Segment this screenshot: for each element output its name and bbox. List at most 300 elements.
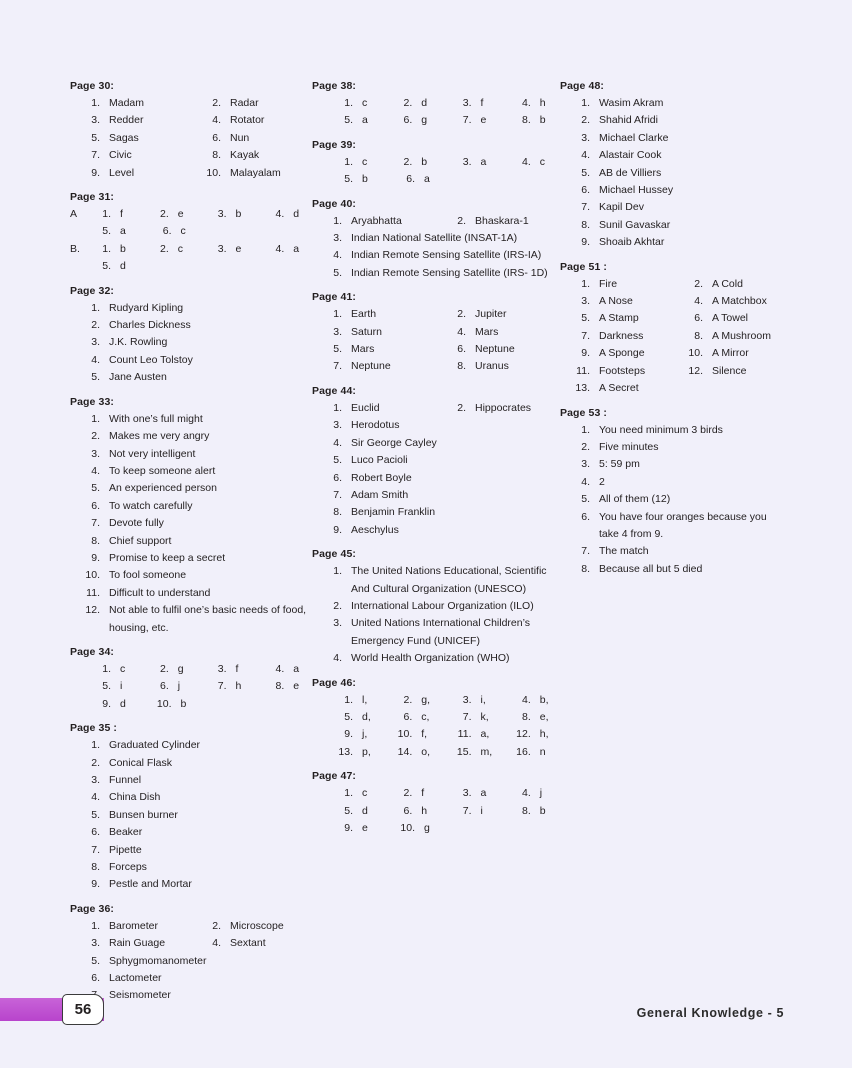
answer-number: 12.	[85, 604, 100, 617]
answer-item	[436, 324, 560, 341]
answer-item	[560, 380, 786, 397]
answer-number: 9.	[91, 878, 100, 891]
answer-row	[312, 452, 560, 469]
answer-text: With one’s full might	[109, 412, 203, 425]
answer-group-label	[70, 678, 81, 695]
answer-number: 6.	[403, 710, 413, 723]
answer-text: Count Leo Tolstoy	[109, 353, 193, 366]
answer-item	[312, 265, 560, 282]
answer-text: Neptune	[351, 360, 391, 373]
answer-number: 7.	[333, 360, 342, 373]
answer-number: 5.	[344, 114, 353, 127]
answer-item	[70, 352, 312, 369]
answer-number: 2.	[457, 214, 466, 227]
answer-item	[254, 241, 312, 258]
answer-row	[70, 112, 312, 129]
answer-row	[312, 324, 560, 341]
answer-text: Promise to keep a secret	[109, 551, 226, 564]
answer-number: 8.	[521, 804, 531, 817]
answer-item	[312, 400, 436, 417]
answer-text: d	[362, 804, 368, 817]
answer-row	[312, 504, 560, 521]
answer-row	[560, 380, 786, 397]
answer-item	[385, 820, 447, 837]
answer-text: e	[177, 208, 184, 221]
answer-text: g,	[421, 693, 431, 706]
answer-text: Jupiter	[475, 308, 507, 321]
answer-item	[70, 567, 312, 584]
answer-text: Luco Pacioli	[351, 454, 408, 467]
answer-group-label	[312, 785, 323, 802]
answer-row	[312, 417, 560, 434]
answer-item	[382, 112, 441, 129]
answer-text: Difficult to understand	[109, 586, 211, 599]
answer-number: 2.	[91, 319, 100, 332]
answer-text: b	[539, 114, 546, 127]
section-heading: Page 45:	[312, 548, 356, 561]
answer-item	[254, 661, 312, 678]
answer-item	[312, 598, 560, 615]
answer-text: c	[177, 242, 183, 255]
answer-number: 7.	[91, 517, 100, 530]
answer-number: 2.	[212, 97, 221, 109]
answer-number: 4.	[91, 791, 100, 804]
answer-number: 12.	[516, 728, 531, 741]
answer-group-label	[312, 112, 323, 129]
answer-text: a	[424, 173, 430, 186]
answer-group-label	[312, 95, 323, 112]
answer-number: 1.	[333, 214, 342, 227]
answer-number: 2.	[403, 693, 413, 706]
answer-text: Chief support	[109, 534, 172, 547]
section-heading: Page 30:	[70, 80, 114, 92]
answer-item	[191, 112, 312, 129]
answer-text: Kayak	[230, 149, 260, 162]
section-heading: Page 53 :	[560, 406, 608, 419]
answer-row	[70, 953, 312, 970]
answer-row	[312, 247, 560, 264]
answer-item	[197, 661, 255, 678]
answer-number: 1.	[581, 423, 590, 436]
answer-group-label	[70, 661, 81, 678]
answer-text: Barometer	[109, 919, 159, 932]
answer-item	[323, 171, 385, 188]
answer-item	[560, 345, 673, 362]
answer-number: 4.	[521, 97, 531, 109]
answer-item	[560, 182, 786, 199]
answer-item	[323, 820, 385, 837]
section-heading: Page 41:	[312, 291, 356, 304]
answer-text: c	[120, 662, 126, 675]
answer-number: 1.	[102, 208, 111, 221]
answer-item	[139, 206, 197, 223]
answer-number: 7.	[462, 114, 472, 127]
answer-number: 12.	[688, 364, 703, 377]
answer-text: Indian Remote Sensing Satellite (IRS-IA)	[351, 249, 542, 262]
answer-group-label	[312, 803, 323, 820]
answer-text: Makes me very angry	[109, 430, 210, 443]
answer-text: A Stamp	[599, 312, 639, 325]
answer-number: 4.	[333, 249, 342, 262]
answer-row	[70, 935, 312, 952]
answer-number: 5.	[333, 343, 342, 356]
answer-item	[442, 95, 501, 112]
answer-number: 10.	[688, 347, 703, 360]
answer-text: Bunsen burner	[109, 808, 178, 821]
answer-number: 10.	[206, 166, 221, 179]
answer-row	[312, 341, 560, 358]
answer-number: 2.	[159, 208, 169, 221]
answer-row	[312, 306, 560, 323]
answer-columns	[70, 80, 786, 1005]
answer-item	[142, 696, 203, 713]
answer-text: Indian Remote Sensing Satellite (IRS- 1D)	[351, 266, 548, 279]
answer-row	[70, 95, 312, 112]
answer-item	[560, 234, 786, 251]
answer-number: 8.	[581, 218, 590, 231]
answer-text: a	[480, 787, 487, 800]
answer-text: A Mirror	[712, 347, 749, 360]
answer-number: 5.	[102, 225, 111, 238]
answer-text: a	[362, 114, 368, 127]
answer-text: Jane Austen	[109, 371, 167, 384]
answer-item	[70, 165, 191, 182]
answer-item	[70, 411, 312, 428]
answer-text: f	[421, 787, 425, 800]
answer-text: Adam Smith	[351, 488, 409, 501]
answer-text: a	[293, 662, 300, 675]
answer-item	[312, 230, 560, 247]
answer-number: 2.	[403, 787, 413, 800]
answer-text: Silence	[712, 364, 747, 377]
answer-text: Pipette	[109, 843, 142, 856]
answer-item	[323, 112, 382, 129]
answer-item	[560, 543, 786, 560]
answer-item	[442, 709, 501, 726]
answer-item	[70, 772, 312, 789]
answer-item	[70, 987, 312, 1004]
answer-item	[560, 328, 673, 345]
answer-row	[312, 470, 560, 487]
answer-item	[382, 803, 441, 820]
answer-item	[312, 435, 560, 452]
answer-group-label	[312, 820, 323, 837]
answer-text: e	[480, 114, 487, 127]
answer-row	[560, 293, 786, 310]
answer-text: g	[177, 662, 184, 675]
answer-text: Not very intelligent	[109, 447, 196, 460]
answer-item	[70, 789, 312, 806]
answer-number: 1.	[91, 97, 100, 109]
answer-text: b	[235, 208, 242, 221]
section-heading: Page 35 :	[70, 722, 118, 735]
answer-row	[70, 987, 312, 1004]
answer-text: Radar	[230, 97, 259, 109]
answer-text: i	[480, 804, 483, 817]
answer-item	[70, 480, 312, 497]
answer-item	[382, 154, 441, 171]
answer-number: 3.	[462, 787, 472, 800]
answer-row	[312, 820, 560, 837]
answer-item	[70, 428, 312, 445]
answer-text: c	[362, 97, 368, 109]
answer-item	[70, 970, 312, 987]
answer-item	[139, 241, 197, 258]
answer-text: Madam	[109, 97, 145, 109]
answer-number: 9.	[344, 728, 353, 741]
answer-number: 4.	[212, 114, 221, 127]
answer-number: 6.	[91, 499, 100, 512]
answer-item	[436, 213, 560, 230]
answer-row	[312, 692, 560, 709]
answer-item	[501, 112, 560, 129]
answer-item	[70, 807, 312, 824]
answer-item	[81, 223, 142, 240]
answer-text: b	[539, 804, 546, 817]
answer-text: Rain Guage	[109, 937, 166, 950]
answer-item	[382, 95, 441, 112]
answer-number: 1.	[91, 919, 100, 932]
answer-item	[191, 130, 312, 147]
answer-text: e	[362, 822, 368, 834]
answer-text: A Mushroom	[712, 329, 771, 342]
answer-number: 5.	[91, 131, 100, 144]
section-heading: Page 33:	[70, 395, 114, 408]
answer-number: 15.	[456, 745, 472, 758]
answer-number: 2.	[694, 277, 703, 290]
answer-item	[81, 258, 142, 275]
answer-number: 9.	[91, 551, 100, 564]
answer-number: 7.	[91, 149, 100, 162]
answer-text: A Towel	[712, 312, 748, 325]
answer-row	[560, 345, 786, 362]
answer-number: 9.	[102, 697, 111, 710]
answer-number: 8.	[275, 680, 285, 693]
answer-text: Neptune	[475, 343, 515, 356]
answer-text: Forceps	[109, 861, 147, 874]
answer-text: g	[421, 114, 428, 127]
answer-number: 2.	[581, 440, 590, 453]
answer-item	[442, 803, 501, 820]
answer-item	[382, 785, 441, 802]
answer-item	[501, 692, 560, 709]
answer-number: 5.	[91, 371, 100, 384]
answer-item	[81, 678, 139, 695]
answer-item	[197, 241, 255, 258]
answer-item	[323, 744, 382, 761]
answer-row	[70, 241, 312, 258]
answer-row	[70, 206, 312, 223]
answer-number: 4.	[212, 937, 221, 950]
answer-number: 2.	[159, 242, 169, 255]
answer-item	[70, 935, 191, 952]
answer-item	[560, 165, 786, 182]
answer-number: 1.	[91, 739, 100, 752]
answer-item	[254, 678, 312, 695]
answer-text: e	[293, 680, 300, 693]
answer-item	[323, 709, 382, 726]
answer-number: 7.	[581, 545, 590, 558]
answer-item	[560, 422, 786, 439]
answer-row	[70, 165, 312, 182]
answer-number: 2.	[91, 756, 100, 769]
answer-group-label: A	[70, 208, 78, 221]
answer-group-label: B.	[70, 242, 80, 255]
answer-text: Aeschylus	[351, 523, 399, 536]
answer-number: 9.	[91, 166, 100, 179]
answer-item	[312, 306, 436, 323]
answer-item	[442, 726, 501, 743]
answer-text: b	[421, 155, 428, 168]
answer-number: 8.	[91, 534, 100, 547]
answer-text: h	[235, 680, 242, 693]
answer-text: f	[120, 208, 123, 221]
answer-number: 5.	[344, 710, 353, 723]
answer-row	[312, 154, 560, 171]
answer-item	[501, 803, 560, 820]
answer-row	[70, 661, 312, 678]
answer-item	[191, 147, 312, 164]
answer-number: 13.	[575, 382, 590, 395]
answer-text: Rudyard Kipling	[109, 301, 184, 314]
answer-number: 1.	[581, 277, 590, 290]
answer-item	[560, 363, 673, 380]
answer-number: 4.	[521, 787, 531, 800]
section-heading: Page 31:	[70, 191, 114, 204]
answer-item	[442, 692, 501, 709]
answer-text: Wasim Akram	[599, 97, 664, 109]
answer-text: United Nations International Children’s Emergency Fund (UNICEF)	[351, 617, 530, 647]
answer-item	[191, 918, 312, 935]
answer-number: 6.	[91, 972, 100, 985]
answer-number: 5.	[102, 680, 111, 693]
answer-item	[70, 112, 191, 129]
answer-row	[70, 678, 312, 695]
answer-number: 11.	[457, 728, 472, 741]
answer-number: 4.	[333, 436, 342, 449]
answer-item	[673, 276, 786, 293]
answer-item	[436, 306, 560, 323]
answer-item	[312, 563, 560, 598]
answer-item	[673, 363, 786, 380]
answer-text: Microscope	[230, 919, 284, 932]
answer-row	[312, 95, 560, 112]
answer-number: 1.	[581, 97, 590, 109]
answer-row	[70, 970, 312, 987]
answer-item	[70, 300, 312, 317]
answer-text: e	[235, 242, 242, 255]
answer-item	[70, 533, 312, 550]
answer-item	[70, 515, 312, 532]
answer-text: World Health Organization (WHO)	[351, 652, 510, 665]
answer-column-3	[560, 80, 786, 1005]
answer-item	[560, 130, 786, 147]
answer-group-label	[70, 258, 81, 275]
answer-number: 4.	[581, 475, 590, 488]
answer-number: 7.	[462, 804, 472, 817]
answer-text: A Matchbox	[712, 295, 767, 308]
answer-text: Level	[109, 166, 135, 179]
answer-item	[673, 310, 786, 327]
answer-number: 13.	[338, 745, 353, 758]
answer-number: 1.	[333, 401, 342, 414]
answer-item	[501, 709, 560, 726]
answer-number: 1.	[102, 662, 111, 675]
answer-number: 1.	[333, 565, 342, 578]
section-heading: Page 38:	[312, 80, 356, 92]
answer-text: b,	[539, 693, 549, 706]
answer-number: 7.	[462, 710, 472, 723]
answer-text: o,	[421, 745, 431, 758]
answer-number: 1.	[91, 301, 100, 314]
answer-number: 6.	[694, 312, 703, 325]
answer-item	[191, 165, 312, 182]
answer-number: 6.	[333, 471, 342, 484]
section-heading: Page 48:	[560, 80, 604, 92]
answer-item	[70, 953, 312, 970]
answer-text: Uranus	[475, 360, 509, 373]
answer-text: d,	[362, 710, 371, 723]
answer-text: Shoaib Akhtar	[599, 236, 665, 249]
answer-row	[560, 276, 786, 293]
answer-item	[139, 678, 197, 695]
answer-number: 6.	[406, 173, 415, 186]
answer-item	[560, 456, 786, 473]
answer-text: 2	[599, 475, 605, 488]
answer-item	[312, 470, 560, 487]
answer-text: b	[120, 242, 126, 255]
answer-text: A Sponge	[599, 347, 645, 360]
answer-number: 3.	[91, 937, 100, 950]
answer-text: Alastair Cook	[599, 149, 662, 162]
answer-row	[560, 328, 786, 345]
answer-number: 4.	[275, 662, 285, 675]
answer-text: Mars	[351, 343, 375, 356]
answer-text: g	[424, 822, 430, 834]
answer-row	[312, 112, 560, 129]
answer-row	[312, 522, 560, 539]
section-heading: Page 44:	[312, 384, 356, 397]
answer-number: 2.	[457, 308, 466, 321]
answer-text: To fool someone	[109, 569, 187, 582]
answer-number: 10.	[156, 697, 172, 710]
answer-item	[139, 661, 197, 678]
answer-number: 10.	[85, 569, 100, 582]
answer-text: j	[177, 680, 181, 693]
answer-text: h	[421, 804, 428, 817]
answer-item	[436, 358, 560, 375]
answer-text: China Dish	[109, 791, 161, 804]
answer-number: 7.	[581, 329, 590, 342]
answer-text: Not able to fulfil one’s basic needs of food, housing, etc.	[109, 604, 307, 634]
answer-text: i,	[480, 693, 486, 706]
answer-item	[312, 358, 436, 375]
answer-text: i	[120, 680, 123, 693]
answer-text: f	[480, 97, 484, 109]
answer-text: a	[293, 242, 300, 255]
answer-number: 5.	[102, 260, 111, 273]
answer-item	[323, 692, 382, 709]
answer-number: 5.	[333, 454, 342, 467]
answer-number: 9.	[581, 347, 590, 360]
answer-item	[560, 199, 786, 216]
answer-group-label	[312, 692, 323, 709]
answer-row	[312, 785, 560, 802]
answer-item	[442, 785, 501, 802]
answer-item	[323, 803, 382, 820]
answer-number: 4.	[521, 693, 531, 706]
answer-number: 4.	[694, 295, 703, 308]
